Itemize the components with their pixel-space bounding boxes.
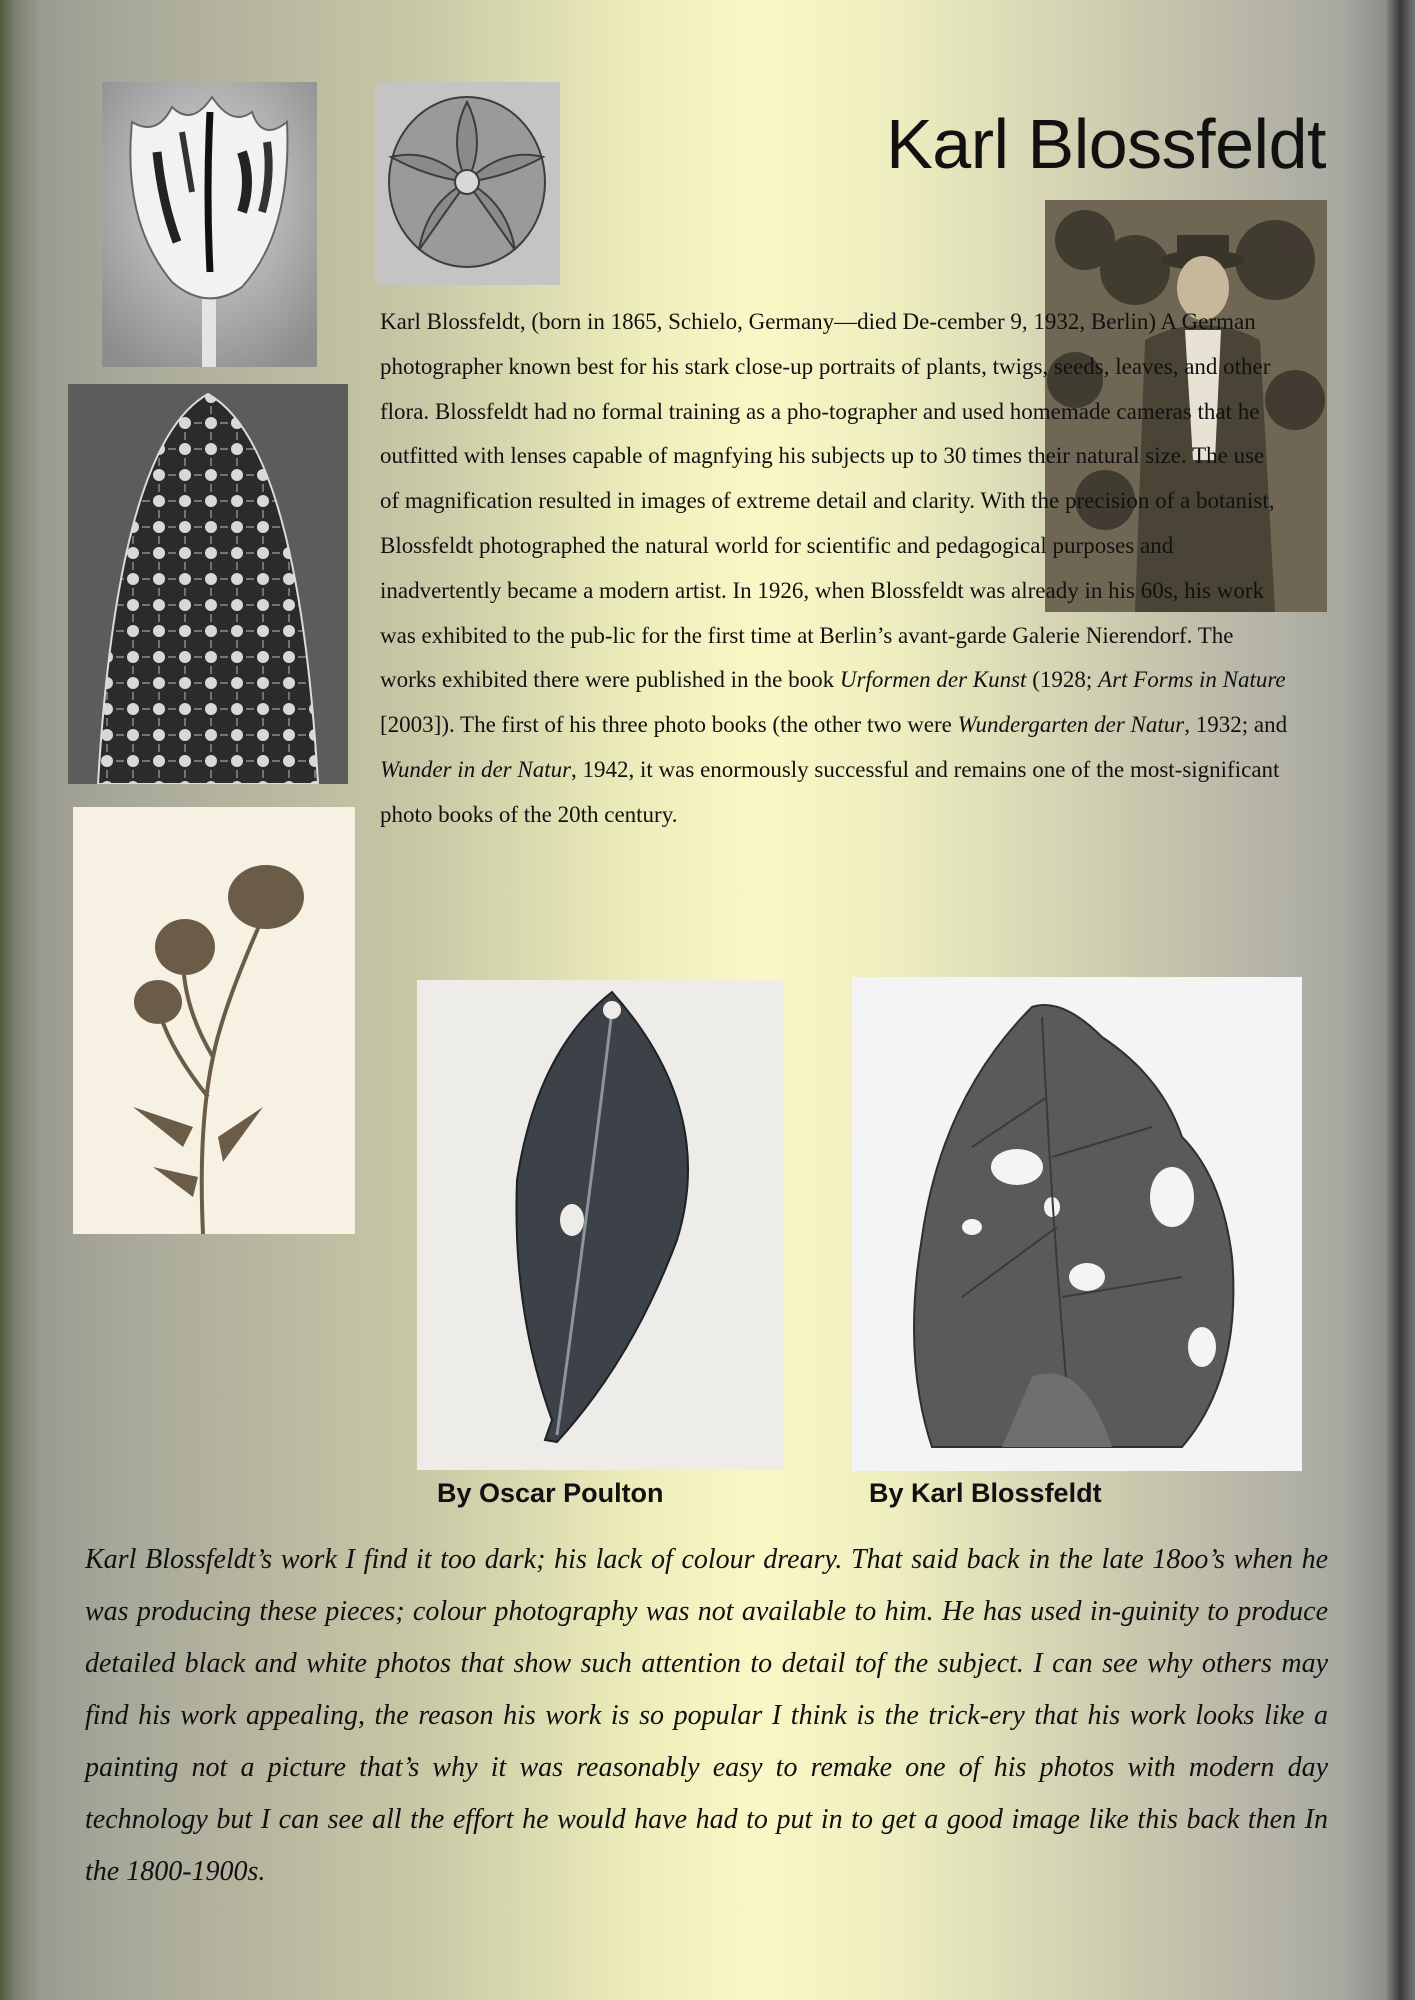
- tulip-photo: [102, 82, 317, 367]
- review-text: Karl Blossfeldt’s work I find it too dark; his lack of colour dreary. That said back in the late 18oo’s when he was producing these pieces; colour photography was not available to him. He has used in-guinity to produce detailed black and white photos that show such attention to detail tof the subject. I can see why others may find his work appealing, the reason his work is so popular I think is the trick-ery that his work looks like a painting not a picture that’s why it was reasonably easy to remake one of his photos with modern day technology but I can see all the effort he would have had to put in to get a good image like this back then In the 1800-1900s.: [85, 1544, 1328, 1887]
- thistle-photo: [73, 807, 355, 1234]
- leaf-photo-karl-blossfeldt: [852, 977, 1302, 1471]
- leaf-photo-oscar-poulton: [417, 980, 784, 1470]
- caption-karl-blossfeldt: By Karl Blossfeldt: [869, 1478, 1102, 1508]
- biography-text: Karl Blossfeldt, (born in 1865, Schielo, Germany—died De-cember 9, 1932, Berlin) A German photographer known best for his stark close-up portraits of plants, twigs, seeds, leaves, and other flora. Blossfeldt had no formal training as a pho-tographer and used homemade cameras that he outfitted with lenses capable of magnfying his subjects up to 30 times their natural size. The use of magnification resulted in images of extreme detail and clarity. With the precision of a botanist, Blossfeldt photographed the natural world for scientific and pedagogical purposes and inadvertently became a modern artist. In 1926, when Blossfeldt was already in his 60s, his work was exhibited to the pub-lic for the first time at Berlin’s avant-garde Galerie Nierendorf. The works exhibited there were published in the book Urformen der Kunst (1928; Art Forms in Nature [2003]). The first of his three photo books (the other two were Wundergarten der Natur, 1932; and Wunder in der Natur, 1942, it was enormously successful and remains one of the most-significant photo books of the 20th century.: [380, 309, 1288, 827]
- page-title: Karl Blossfeldt: [886, 105, 1326, 183]
- flower-rosette-photo: [375, 82, 560, 285]
- caption-oscar-poulton: By Oscar Poulton: [437, 1478, 664, 1508]
- teasel-photo: [68, 384, 348, 784]
